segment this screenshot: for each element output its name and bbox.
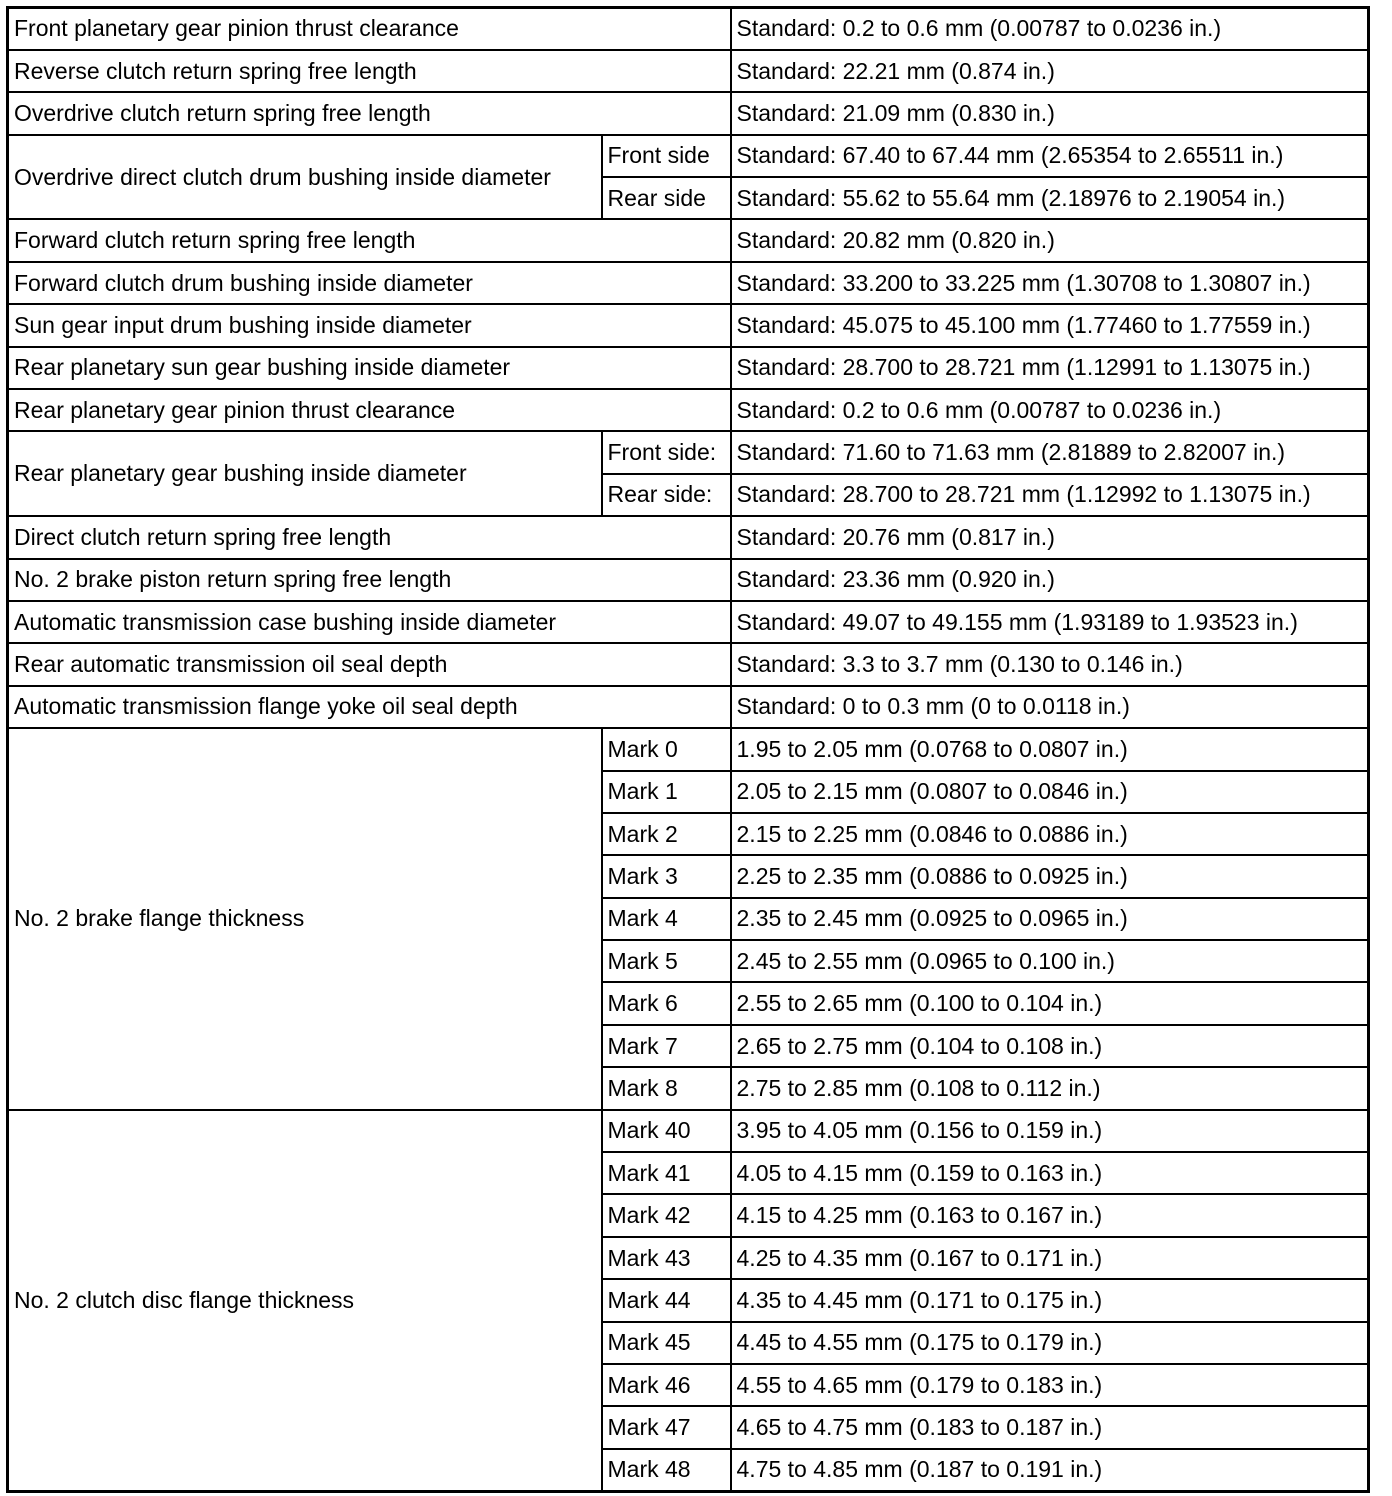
item-name-cell: Rear planetary gear pinion thrust clearance bbox=[8, 389, 731, 431]
sub-label-cell: Mark 6 bbox=[602, 982, 731, 1024]
sub-label-cell: Mark 4 bbox=[602, 898, 731, 940]
sub-label-cell: Rear side: bbox=[602, 474, 731, 516]
table-row bbox=[8, 516, 1369, 558]
spec-value-cell: Standard: 23.36 mm (0.920 in.) bbox=[731, 559, 1369, 601]
sub-label-cell: Mark 48 bbox=[602, 1449, 731, 1491]
item-name-cell: Automatic transmission case bushing inside diameter bbox=[8, 601, 731, 643]
sub-label-cell: Mark 43 bbox=[602, 1237, 731, 1279]
spec-value-cell: Standard: 3.3 to 3.7 mm (0.130 to 0.146 in.) bbox=[731, 643, 1369, 685]
sub-label-cell: Mark 7 bbox=[602, 1025, 731, 1067]
spec-value-cell: 4.25 to 4.35 mm (0.167 to 0.171 in.) bbox=[731, 1237, 1369, 1279]
table-row bbox=[8, 1110, 1369, 1152]
sub-label-cell: Mark 8 bbox=[602, 1067, 731, 1109]
spec-value-cell: Standard: 0.2 to 0.6 mm (0.00787 to 0.0236 in.) bbox=[731, 389, 1369, 431]
item-name-cell: Forward clutch return spring free length bbox=[8, 219, 731, 261]
spec-value-cell: Standard: 0 to 0.3 mm (0 to 0.0118 in.) bbox=[731, 686, 1369, 728]
spec-value-cell: Standard: 67.40 to 67.44 mm (2.65354 to 2.65511 in.) bbox=[731, 135, 1369, 177]
item-name-cell: Overdrive direct clutch drum bushing inside diameter bbox=[8, 135, 602, 220]
spec-value-cell: 4.75 to 4.85 mm (0.187 to 0.191 in.) bbox=[731, 1449, 1369, 1491]
spec-value-cell: Standard: 49.07 to 49.155 mm (1.93189 to 1.93523 in.) bbox=[731, 601, 1369, 643]
sub-label-cell: Mark 1 bbox=[602, 771, 731, 813]
spec-value-cell: Standard: 0.2 to 0.6 mm (0.00787 to 0.0236 in.) bbox=[731, 8, 1369, 50]
spec-value-cell: Standard: 55.62 to 55.64 mm (2.18976 to 2.19054 in.) bbox=[731, 177, 1369, 219]
spec-value-cell: Standard: 28.700 to 28.721 mm (1.12992 to 1.13075 in.) bbox=[731, 474, 1369, 516]
spec-value-cell: 4.45 to 4.55 mm (0.175 to 0.179 in.) bbox=[731, 1322, 1369, 1364]
item-name-cell: Reverse clutch return spring free length bbox=[8, 50, 731, 92]
spec-value-cell: 4.35 to 4.45 mm (0.171 to 0.175 in.) bbox=[731, 1279, 1369, 1321]
table-row bbox=[8, 601, 1369, 643]
item-name-cell: Front planetary gear pinion thrust clearance bbox=[8, 8, 731, 50]
spec-value-cell: Standard: 71.60 to 71.63 mm (2.81889 to 2.82007 in.) bbox=[731, 431, 1369, 473]
table-row bbox=[8, 8, 1369, 50]
sub-label-cell: Mark 5 bbox=[602, 940, 731, 982]
item-name-cell: Sun gear input drum bushing inside diameter bbox=[8, 304, 731, 346]
table-row bbox=[8, 686, 1369, 728]
sub-label-cell: Mark 41 bbox=[602, 1152, 731, 1194]
sub-label-cell: Mark 46 bbox=[602, 1364, 731, 1406]
table-row bbox=[8, 135, 1369, 177]
spec-value-cell: 3.95 to 4.05 mm (0.156 to 0.159 in.) bbox=[731, 1110, 1369, 1152]
sub-label-cell: Mark 0 bbox=[602, 728, 731, 770]
table-row bbox=[8, 304, 1369, 346]
spec-value-cell: Standard: 33.200 to 33.225 mm (1.30708 to 1.30807 in.) bbox=[731, 262, 1369, 304]
table-row bbox=[8, 559, 1369, 601]
spec-value-cell: 2.65 to 2.75 mm (0.104 to 0.108 in.) bbox=[731, 1025, 1369, 1067]
table-row bbox=[8, 431, 1369, 473]
table-row bbox=[8, 643, 1369, 685]
sub-label-cell: Mark 40 bbox=[602, 1110, 731, 1152]
spec-value-cell: 4.55 to 4.65 mm (0.179 to 0.183 in.) bbox=[731, 1364, 1369, 1406]
item-name-cell: Forward clutch drum bushing inside diameter bbox=[8, 262, 731, 304]
item-name-cell: Overdrive clutch return spring free length bbox=[8, 92, 731, 134]
item-name-cell: Rear planetary sun gear bushing inside diameter bbox=[8, 347, 731, 389]
sub-label-cell: Mark 3 bbox=[602, 855, 731, 897]
table-row bbox=[8, 219, 1369, 261]
sub-label-cell: Mark 44 bbox=[602, 1279, 731, 1321]
sub-label-cell: Mark 45 bbox=[602, 1322, 731, 1364]
spec-value-cell: 4.05 to 4.15 mm (0.159 to 0.163 in.) bbox=[731, 1152, 1369, 1194]
spec-table bbox=[6, 6, 1370, 1493]
sub-label-cell: Mark 42 bbox=[602, 1194, 731, 1236]
table-row bbox=[8, 728, 1369, 770]
item-name-cell: No. 2 clutch disc flange thickness bbox=[8, 1110, 602, 1492]
sub-label-cell: Mark 47 bbox=[602, 1406, 731, 1448]
sub-label-cell: Front side bbox=[602, 135, 731, 177]
table-row bbox=[8, 347, 1369, 389]
spec-value-cell: 2.55 to 2.65 mm (0.100 to 0.104 in.) bbox=[731, 982, 1369, 1024]
table-row bbox=[8, 262, 1369, 304]
spec-value-cell: 2.25 to 2.35 mm (0.0886 to 0.0925 in.) bbox=[731, 855, 1369, 897]
spec-value-cell: Standard: 20.76 mm (0.817 in.) bbox=[731, 516, 1369, 558]
spec-value-cell: 2.15 to 2.25 mm (0.0846 to 0.0886 in.) bbox=[731, 813, 1369, 855]
spec-value-cell: 2.75 to 2.85 mm (0.108 to 0.112 in.) bbox=[731, 1067, 1369, 1109]
spec-table-body bbox=[8, 8, 1369, 1492]
item-name-cell: No. 2 brake flange thickness bbox=[8, 728, 602, 1110]
table-row bbox=[8, 389, 1369, 431]
spec-value-cell: Standard: 21.09 mm (0.830 in.) bbox=[731, 92, 1369, 134]
item-name-cell: No. 2 brake piston return spring free length bbox=[8, 559, 731, 601]
sub-label-cell: Rear side bbox=[602, 177, 731, 219]
spec-value-cell: Standard: 20.82 mm (0.820 in.) bbox=[731, 219, 1369, 261]
spec-value-cell: Standard: 28.700 to 28.721 mm (1.12991 to 1.13075 in.) bbox=[731, 347, 1369, 389]
spec-value-cell: 2.35 to 2.45 mm (0.0925 to 0.0965 in.) bbox=[731, 898, 1369, 940]
spec-value-cell: 1.95 to 2.05 mm (0.0768 to 0.0807 in.) bbox=[731, 728, 1369, 770]
spec-value-cell: 4.15 to 4.25 mm (0.163 to 0.167 in.) bbox=[731, 1194, 1369, 1236]
sub-label-cell: Mark 2 bbox=[602, 813, 731, 855]
item-name-cell: Direct clutch return spring free length bbox=[8, 516, 731, 558]
spec-value-cell: 4.65 to 4.75 mm (0.183 to 0.187 in.) bbox=[731, 1406, 1369, 1448]
spec-value-cell: 2.05 to 2.15 mm (0.0807 to 0.0846 in.) bbox=[731, 771, 1369, 813]
item-name-cell: Automatic transmission flange yoke oil seal depth bbox=[8, 686, 731, 728]
spec-value-cell: Standard: 45.075 to 45.100 mm (1.77460 to 1.77559 in.) bbox=[731, 304, 1369, 346]
table-row bbox=[8, 50, 1369, 92]
item-name-cell: Rear planetary gear bushing inside diameter bbox=[8, 431, 602, 516]
sub-label-cell: Front side: bbox=[602, 431, 731, 473]
spec-value-cell: 2.45 to 2.55 mm (0.0965 to 0.100 in.) bbox=[731, 940, 1369, 982]
spec-value-cell: Standard: 22.21 mm (0.874 in.) bbox=[731, 50, 1369, 92]
table-row bbox=[8, 92, 1369, 134]
item-name-cell: Rear automatic transmission oil seal depth bbox=[8, 643, 731, 685]
